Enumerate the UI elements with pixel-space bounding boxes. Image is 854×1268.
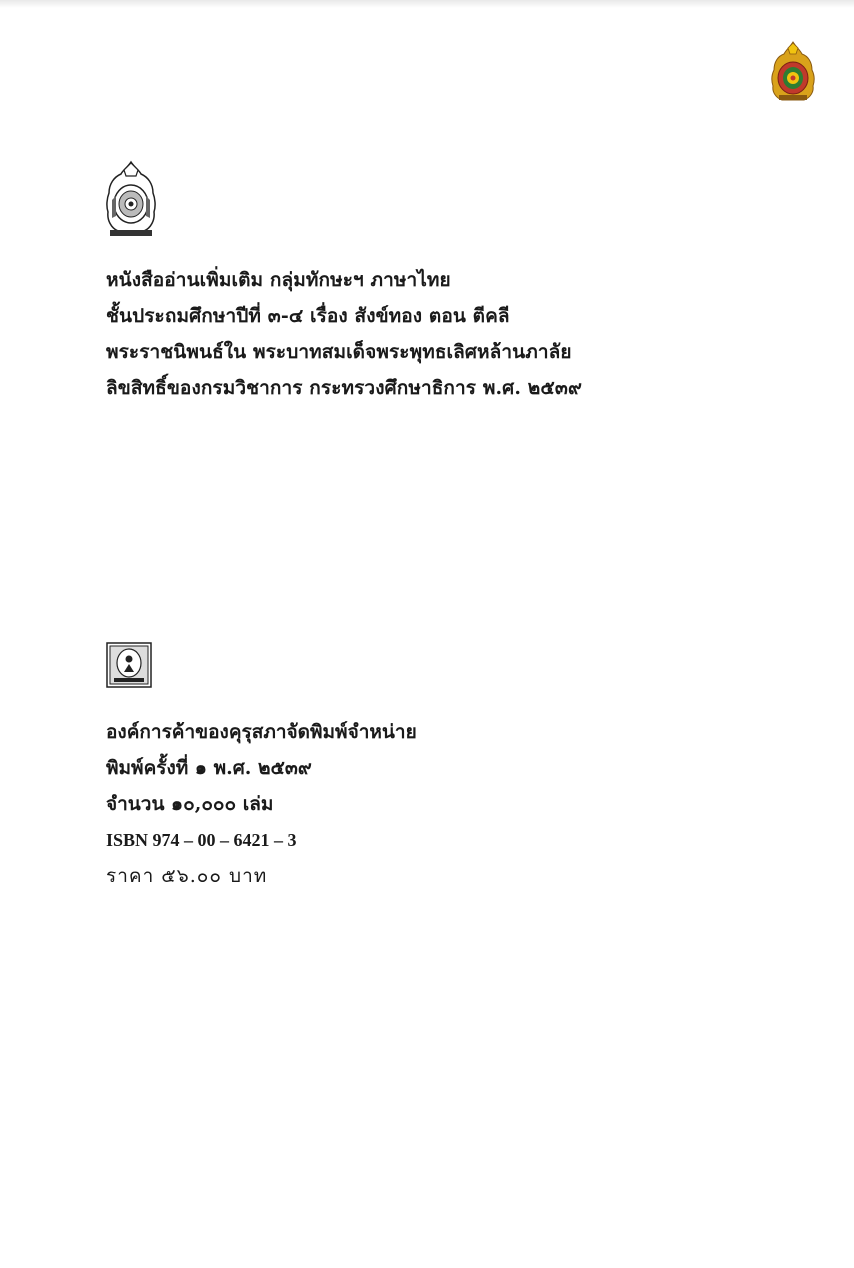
isbn: ISBN 974 – 00 – 6421 – 3 <box>106 830 297 850</box>
print-run: จำนวน ๑๐,๐๐๐ เล่ม <box>106 793 274 815</box>
kurusapha-logo-icon <box>106 642 152 688</box>
publisher-name: องค์การค้าของคุรุสภาจัดพิมพ์จำหน่าย <box>106 721 417 743</box>
publisher-info <box>106 714 806 894</box>
ministry-seal-icon <box>104 160 158 238</box>
book-info <box>106 262 806 406</box>
copyright-line: ลิขสิทธิ์ของกรมวิชาการ กระทรวงศึกษาธิการ พ.ศ. ๒๕๓๙ <box>106 377 582 399</box>
grade-story-title: ชั้นประถมศึกษาปีที่ ๓-๔ เรื่อง สังข์ทอง ตอน ตีคลี <box>106 305 510 327</box>
ministry-seal-color-icon <box>770 40 816 102</box>
author-line: พระราชนิพนธ์ใน พระบาทสมเด็จพระพุทธเลิศหล้านภาลัย <box>106 341 572 363</box>
printing-edition: พิมพ์ครั้งที่ ๑ พ.ศ. ๒๕๓๙ <box>106 757 312 779</box>
series-title: หนังสืออ่านเพิ่มเติม กลุ่มทักษะฯ ภาษาไทย <box>106 269 451 291</box>
price: ราคา ๕๖.๐๐ บาท <box>106 865 268 887</box>
scan-edge <box>0 0 854 8</box>
